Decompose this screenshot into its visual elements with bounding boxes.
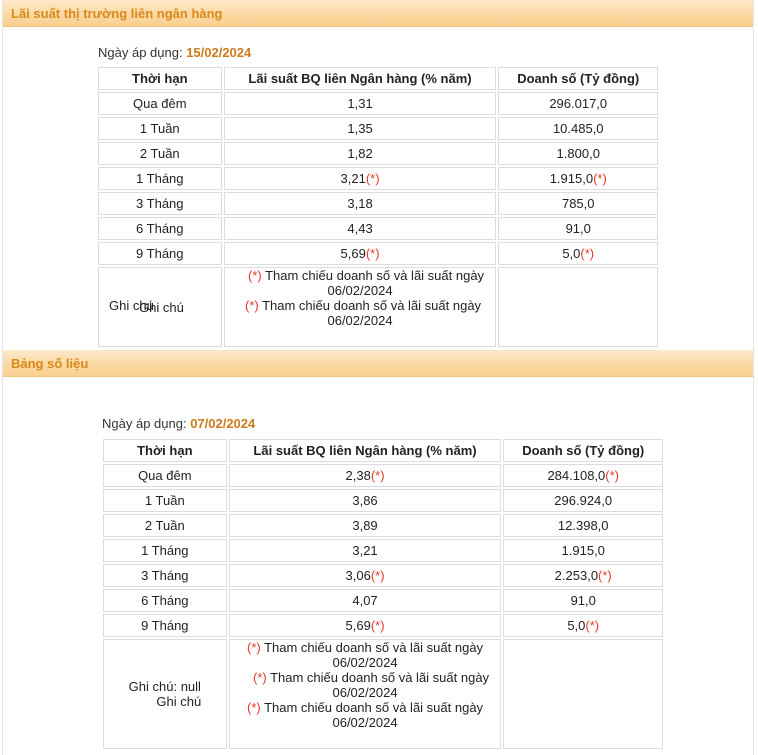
note-item: [229, 268, 492, 283]
volume-value: 2.253,0: [554, 568, 599, 583]
rate-value: 2,38: [345, 468, 371, 483]
note-empty-cell: [503, 639, 663, 749]
rate-value: 3,86: [352, 493, 378, 508]
term-cell: Qua đêm: [98, 92, 222, 115]
term-cell: 3 Tháng: [103, 564, 227, 587]
note-label-cell: [98, 267, 222, 347]
volume-reference-mark: (*): [605, 468, 619, 483]
volume-cell: [498, 217, 658, 240]
volume-value: 91,0: [570, 593, 596, 608]
rate-reference-mark: (*): [365, 246, 380, 261]
table-row: [98, 192, 658, 215]
table-row: [103, 614, 663, 637]
rate-value: 5,69: [345, 618, 371, 633]
note-text: Tham chiếu doanh số và lãi suất ngày: [266, 670, 490, 685]
rate-cell: [229, 514, 502, 537]
volume-value: 1.800,0: [556, 146, 600, 161]
rates-table-1: [96, 65, 660, 349]
rate-cell: [229, 589, 502, 612]
rate-value: 1,35: [347, 121, 373, 136]
note-text: Tham chiếu doanh số và lãi suất ngày: [260, 700, 484, 715]
date-label: Ngày áp dụng:: [102, 416, 191, 431]
rate-value: 4,07: [352, 593, 378, 608]
note-label-cell: [103, 639, 227, 749]
rate-value: 3,06: [345, 568, 371, 583]
volume-cell: [503, 464, 663, 487]
note-item: [234, 640, 497, 655]
volume-value: 1.915,0: [561, 543, 605, 558]
rate-cell: [224, 192, 497, 215]
term-cell: 6 Tháng: [103, 589, 227, 612]
note-item: [234, 670, 497, 685]
rate-cell: [224, 117, 497, 140]
volume-cell: [498, 242, 658, 265]
table-row: [98, 142, 658, 165]
rate-reference-mark: (*): [370, 468, 385, 483]
note-date: 06/02/2024: [332, 685, 398, 700]
rate-reference-mark: (*): [365, 171, 380, 186]
note-text: Tham chiếu doanh số và lãi suất ngày: [260, 640, 484, 655]
table-row: [103, 489, 663, 512]
section1-date-line: [98, 45, 251, 60]
rate-cell: [224, 217, 497, 240]
term-cell: 1 Tháng: [98, 167, 222, 190]
column-header-rate: Lãi suất BQ liên Ngân hàng (% năm): [224, 67, 497, 90]
volume-cell: [498, 117, 658, 140]
table-row: [103, 464, 663, 487]
note-label: Ghi chú: null: [128, 679, 201, 694]
note-text: Tham chiếu doanh số và lãi suất ngày: [261, 268, 485, 283]
note-date: 06/02/2024: [327, 283, 393, 298]
date-value: 15/02/2024: [186, 45, 252, 60]
rate-value: 4,43: [347, 221, 373, 236]
term-cell: 1 Tuần: [98, 117, 222, 140]
volume-value: 284.108,0: [547, 468, 606, 483]
table-row: [103, 514, 663, 537]
term-cell: 1 Tuần: [103, 489, 227, 512]
rate-cell: [229, 564, 502, 587]
term-cell: 2 Tuần: [98, 142, 222, 165]
volume-reference-mark: (*): [580, 246, 595, 261]
note-label-secondary: Ghi chú: [156, 694, 202, 709]
note-text: Tham chiếu doanh số và lãi suất ngày: [258, 298, 482, 313]
volume-value: 5,0: [567, 618, 586, 633]
rate-value: 1,31: [347, 96, 373, 111]
note-date: 06/02/2024: [327, 313, 393, 328]
column-header-rate: Lãi suất BQ liên Ngân hàng (% năm): [229, 439, 502, 462]
section1-header: Lãi suất thị trường liên ngân hàng: [3, 0, 753, 27]
note-reference-mark: (*): [247, 268, 262, 283]
volume-value: 5,0: [562, 246, 581, 261]
volume-cell: [503, 564, 663, 587]
section2-header: Bảng số liệu: [3, 350, 753, 377]
date-value: 07/02/2024: [190, 416, 256, 431]
volume-cell: [503, 614, 663, 637]
rate-cell: [224, 92, 497, 115]
note-content-cell: [229, 639, 502, 749]
table-header-row: [103, 439, 663, 462]
note-reference-mark: (*): [246, 700, 261, 715]
rate-reference-mark: (*): [370, 618, 385, 633]
rate-value: 3,89: [352, 518, 378, 533]
date-label: Ngày áp dụng:: [98, 45, 187, 60]
note-empty-cell: [498, 267, 658, 347]
volume-cell: [498, 92, 658, 115]
term-cell: 6 Tháng: [98, 217, 222, 240]
volume-cell: [498, 192, 658, 215]
volume-cell: [503, 489, 663, 512]
volume-value: 10.485,0: [552, 121, 604, 136]
table-row: [98, 217, 658, 240]
volume-value: 296.924,0: [554, 493, 613, 508]
note-reference-mark: (*): [246, 640, 261, 655]
volume-cell: [498, 167, 658, 190]
volume-reference-mark: (*): [593, 171, 607, 186]
term-cell: 3 Tháng: [98, 192, 222, 215]
note-row: [98, 267, 658, 347]
volume-value: 91,0: [565, 221, 591, 236]
rate-cell: [224, 242, 497, 265]
column-header-volume: Doanh số (Tỷ đồng): [498, 67, 658, 90]
note-reference-mark: (*): [244, 298, 259, 313]
rate-cell: [229, 489, 502, 512]
volume-value: 785,0: [561, 196, 595, 211]
note-date: 06/02/2024: [332, 655, 398, 670]
note-content-cell: [224, 267, 497, 347]
note-row: [103, 639, 663, 749]
volume-cell: [503, 589, 663, 612]
table-row: [98, 117, 658, 140]
note-date: 06/02/2024: [332, 715, 398, 730]
column-header-term: Thời hạn: [103, 439, 227, 462]
rate-cell: [224, 167, 497, 190]
rate-cell: [229, 539, 502, 562]
table-row: [98, 242, 658, 265]
volume-cell: [498, 142, 658, 165]
table-row: [103, 589, 663, 612]
term-cell: Qua đêm: [103, 464, 227, 487]
rate-value: 1,82: [347, 146, 373, 161]
note-label-secondary: Ghi chú: [139, 300, 184, 315]
note-item: [234, 700, 497, 715]
rate-reference-mark: (*): [370, 568, 385, 583]
term-cell: 9 Tháng: [103, 614, 227, 637]
rates-table-2: [101, 437, 665, 751]
rate-value: 5,69: [340, 246, 366, 261]
table-row: [103, 564, 663, 587]
note-reference-mark: (*): [252, 670, 267, 685]
column-header-volume: Doanh số (Tỷ đồng): [503, 439, 663, 462]
volume-value: 12.398,0: [557, 518, 609, 533]
rate-cell: [224, 142, 497, 165]
rate-value: 3,21: [340, 171, 366, 186]
volume-reference-mark: (*): [598, 568, 612, 583]
table-row: [98, 92, 658, 115]
column-header-term: Thời hạn: [98, 67, 222, 90]
volume-value: 1.915,0: [549, 171, 594, 186]
term-cell: 9 Tháng: [98, 242, 222, 265]
table-row: [103, 539, 663, 562]
note-item: [229, 298, 492, 313]
volume-value: 296.017,0: [549, 96, 608, 111]
note-label: Ghi chú: [109, 298, 154, 313]
volume-cell: [503, 539, 663, 562]
rate-value: 3,21: [352, 543, 378, 558]
rate-cell: [229, 464, 502, 487]
term-cell: 1 Tháng: [103, 539, 227, 562]
table-row: [98, 167, 658, 190]
section2-date-line: [102, 416, 255, 431]
volume-cell: [503, 514, 663, 537]
table-header-row: [98, 67, 658, 90]
rate-value: 3,18: [347, 196, 373, 211]
term-cell: 2 Tuần: [103, 514, 227, 537]
volume-reference-mark: (*): [585, 618, 600, 633]
rate-cell: [229, 614, 502, 637]
